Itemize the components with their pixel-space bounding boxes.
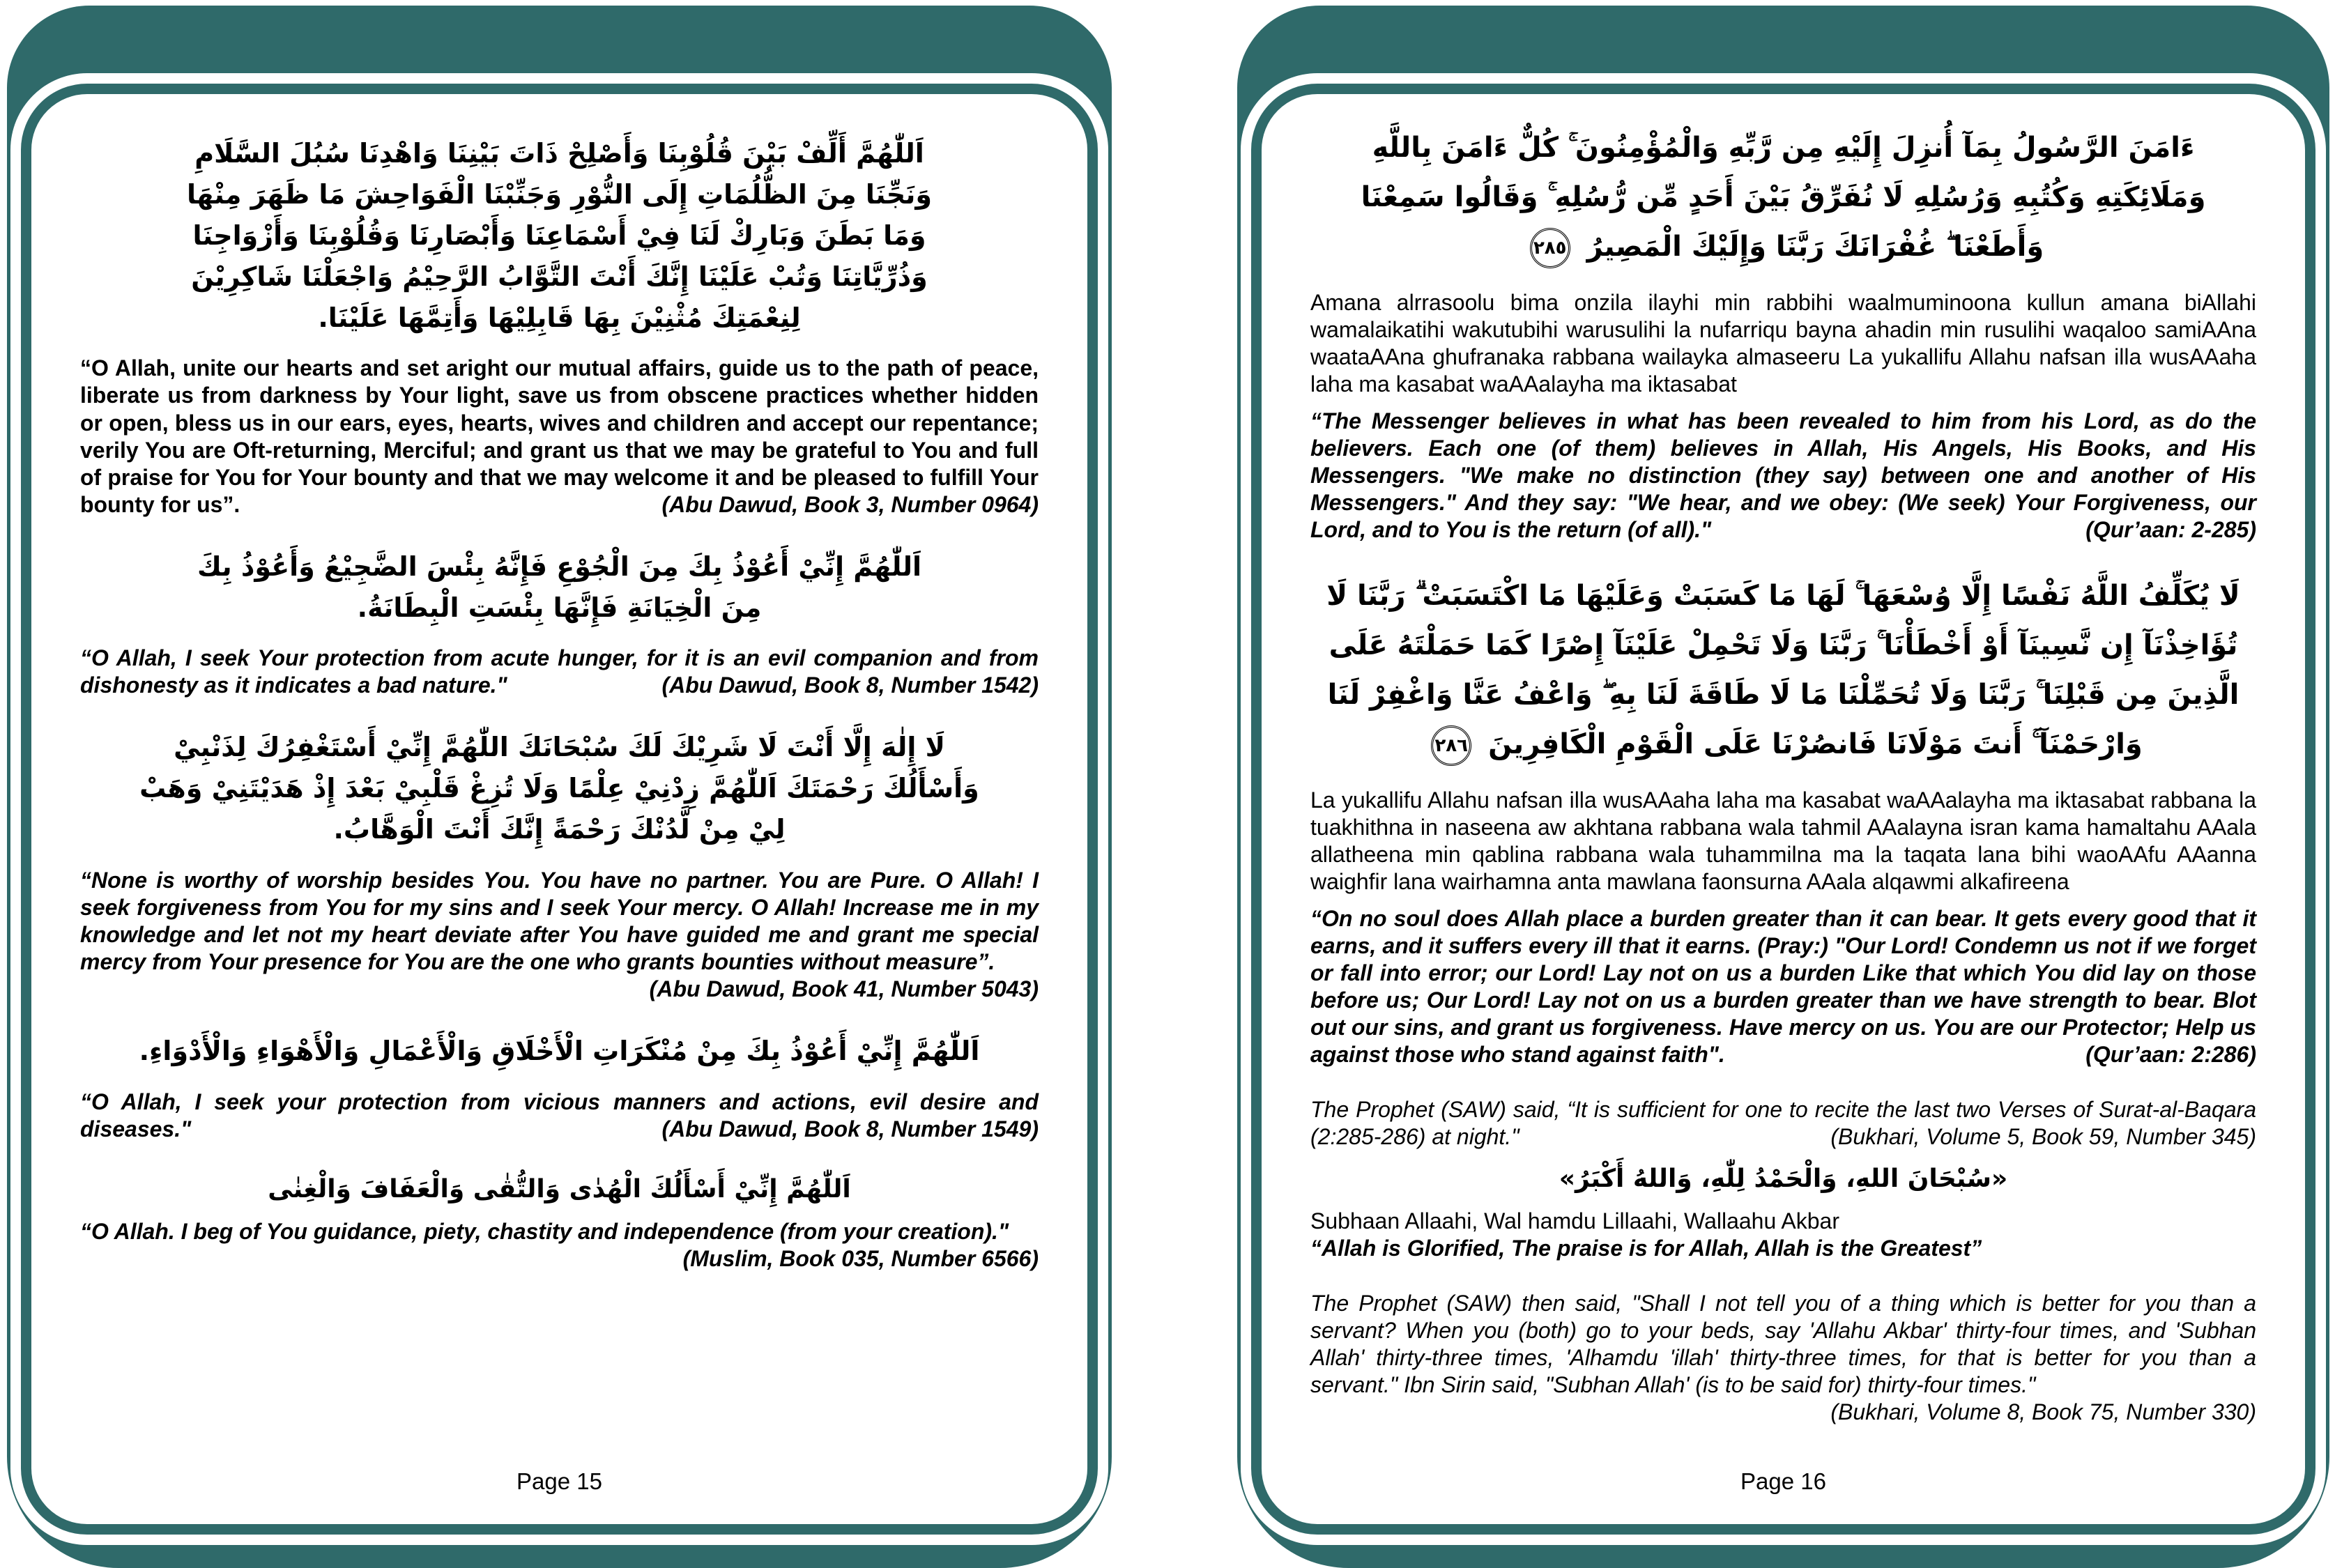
arabic-calligraphy-dua-unity: اَللّٰهُمَّ أَلِّفْ بَيْنَ قُلُوْبِنَا وَأَصْلِحْ ذَاتَ بَيْنِنَا وَاهْدِنَا سُبُلَ السَّلَامِ وَنَجِّنَا مِنَ الظُّلُمَاتِ إِلَى النُّوْرِ وَجَنِّبْنَا الْفَوَاحِشَ مَا ظَهَرَ مِنْهَا وَمَا بَطَنَ وَبَارِكْ لَنَا فِيْ أَسْمَاعِنَا وَأَبْصَارِنَا وَقُلُوْبِنَا وَأَزْوَاجِنَا وَذُرِّيَّاتِنَا وَتُبْ عَلَيْنَا إِنَّكَ أَنْتَ التَّوَّابُ الرَّحِيْمُ وَاجْعَلْنَا شَاكِرِيْنَ لِنِعْمَتِكَ مُثْنِيْنَ بِهَا قَابِلِيْهَا وَأَتِمَّهَا عَلَيْنَا. — [187, 138, 932, 333]
source-attribution: (Qur’aan: 2-285) — [2085, 516, 2256, 542]
tasbih-transliteration: Subhaan Allaahi, Wal hamdu Lillaahi, Wallaahu Akbar — [1310, 1208, 1839, 1233]
translation-text: “The Messenger believes in what has been revealed to him from his Lord, as do the believers. Each one (of them) believes in Allah, His Angels, His Books, and His Messengers. "We make no distinction (they say) between one and another of His Messengers." And they say: "We hear, and we obey: (We seek) Your Forgiveness, our Lord, and to You is the return (of all)." — [1310, 408, 2256, 542]
arabic-calligraphy-dua-forgiveness: لَا إِلٰهَ إِلَّا أَنْتَ لَا شَرِيْكَ لَكَ سُبْحَانَكَ اللّٰهُمَّ إِنِّيْ أَسْتَغْفِرُكَ لِذَنْبِيْ وَأَسْأَلُكَ رَحْمَتَكَ اَللّٰهُمَّ زِدْنِيْ عِلْمًا وَلَا تُزِغْ قَلْبِيْ بَعْدَ إِذْ هَدَيْتَنِيْ وَهَبْ لِيْ مِنْ لَّدُنْكَ رَحْمَةً إِنَّكَ أَنْتَ الْوَهَّابُ. — [139, 732, 979, 845]
dua-unity-translation — [80, 355, 1039, 518]
source-attribution: (Muslim, Book 035, Number 6566) — [682, 1246, 1039, 1272]
verse-number: ٢٨٦ — [1434, 735, 1469, 757]
source-attribution: (Qur’aan: 2:286) — [2085, 1041, 2256, 1067]
dua-manners-translation — [80, 1089, 1039, 1143]
source-attribution: (Bukhari, Volume 8, Book 75, Number 330) — [1830, 1399, 2256, 1425]
page-15-content — [31, 94, 1087, 1524]
translation-text: “O Allah, I seek your protection from vicious manners and actions, evil desire and diseases." — [80, 1089, 1039, 1142]
source-attribution: (Bukhari, Volume 5, Book 59, Number 345) — [1830, 1123, 2256, 1149]
arabic-calligraphy-dua-guidance: اَللّٰهُمَّ إِنِّيْ أَسْأَلُكَ الْهُدٰى وَالتُّقٰى وَالْعَفَافَ وَالْغِنٰى — [268, 1175, 851, 1204]
hadith-recite-verses — [1310, 1096, 2256, 1151]
verse-number-medallion — [1530, 228, 1570, 268]
dua-forgiveness-translation — [80, 867, 1039, 976]
quran-text: لَا يُكَلِّفُ اللَّهُ نَفْسًا إِلَّا وُسْعَهَا ۚ لَهَا مَا كَسَبَتْ وَعَلَيْهَا مَا اكْتَسَبَتْ ۗ رَبَّنَا لَا تُؤَاخِذْنَآ إِن نَّسِينَآ أَوْ أَخْطَأْنَا ۚ رَبَّنَا وَلَا تَحْمِلْ عَلَيْنَآ إِصْرًا كَمَا حَمَلْتَهُ عَلَى الَّذِينَ مِن قَبْلِنَا ۚ رَبَّنَا وَلَا تُحَمِّلْنَا مَا لَا طَاقَةَ لَنَا بِهِ ۖ وَاعْفُ عَنَّا وَاغْفِرْ لَنَا وَارْحَمْنَآ ۚ أَنتَ مَوْلَانَا فَانصُرْنَا عَلَى الْقَوْمِ الْكَافِرِينَ — [1326, 579, 2240, 761]
quran-text: ءَامَنَ الرَّسُولُ بِمَآ أُنزِلَ إِلَيْهِ مِن رَّبِّهِ وَالْمُؤْمِنُونَ ۚ كُلٌّ ءَامَنَ بِاللَّهِ وَمَلَائِكَتِهِ وَكُتُبِهِ وَرُسُلِهِ لَا نُفَرِّقُ بَيْنَ أَحَدٍ مِّن رُّسُلِهِ ۚ وَقَالُوا سَمِعْنَا وَأَطَعْنَا ۖ غُفْرَانَكَ رَبَّنَا وَإِلَيْكَ الْمَصِيرُ — [1361, 132, 2206, 263]
verse-number-medallion — [1431, 725, 1471, 766]
tasbih-translation: “Allah is Glorified, The praise is for Allah, Allah is the Greatest” — [1310, 1236, 1982, 1261]
transliteration-2-286: La yukallifu Allahu nafsan illa wusAAaha laha ma kasabat waAAalayha ma iktasabat rabbana la tuakhithna in naseena aw akhtana rabbana wala tahmil AAalayna isran kama hamaltahu AAala allatheena min qablina rabbana wala tuhammilna ma la taqata lana bihi waoAAfu AAanna waighfir lana wairhamna anta mawlana faonsurna AAala alqawmi alkafireena — [1310, 787, 2256, 894]
translation-2-285 — [1310, 408, 2256, 544]
hadith-tasbih-before-sleep — [1310, 1290, 2256, 1399]
page-15 — [21, 84, 1098, 1535]
page-number: Page 15 — [516, 1468, 602, 1494]
hadith-text: The Prophet (SAW) then said, "Shall I not tell you of a thing which is better for you than a servant? When you (both) go to your beds, say 'Allahu Akbar' thirty-four times, and 'Subhan Allah' thirty-three times, 'Alhamdu 'illah' thirty-three times, for that is better for you than a servant." Ibn Sirin said, "Subhan Allah' (is to be said for) thirty-four times." — [1310, 1291, 2256, 1398]
source-attribution: (Abu Dawud, Book 41, Number 5043) — [649, 976, 1039, 1002]
arabic-tasbih-line: «سُبْحَانَ اللهِ، وَالْحَمْدُ لِلّٰهِ، وَاللهُ أَكْبَرُ» — [1559, 1164, 2008, 1193]
page-16 — [1251, 84, 2315, 1535]
translation-text: “O Allah, I seek Your protection from acute hunger, for it is an evil companion and from dishonesty as it indicates a bad nature." — [80, 645, 1039, 698]
translation-text: “On no soul does Allah place a burden greater than it can bear. It gets every good that it earns, and it suffers every ill that it earns. (Pray:) "Our Lord! Condemn us not if we forget or fall into error; our Lord! Lay not on us a burden Like that which You did lay on those before us; Our Lord! Lay not on us a burden greater than we have strength to bear. Blot out our sins, and grant us forgiveness. Have mercy on us. You are our Protector; Help us against those who stand against faith". — [1310, 905, 2256, 1067]
hadith-text: The Prophet (SAW) said, “It is sufficient for one to recite the last two Verses of Surat-al-Baqara (2:285-286) at night." — [1310, 1096, 2256, 1149]
arabic-calligraphy-dua-hunger: اَللّٰهُمَّ إِنِّيْ أَعُوْذُ بِكَ مِنَ الْجُوْعِ فَإِنَّهُ بِئْسَ الضَّجِيْعُ وَأَعُوْذُ بِكَ مِنَ الْخِيَانَةِ فَإِنَّهَا بِئْسَتِ الْبِطَانَةُ. — [197, 551, 921, 623]
translation-text: “O Allah. I beg of You guidance, piety, chastity and independence (from your creation)." — [80, 1219, 1009, 1245]
quran-verse-2-286 — [1317, 571, 2251, 770]
translation-2-286 — [1310, 905, 2256, 1068]
transliteration-2-285: Amana alrrasoolu bima onzila ilayhi min rabbihi waalmuminoona kullun amana biAllahi wamalaikatihi wakutubihi warusulihi la nufarriqu bayna ahadin min rusulihi waqaloo samiAAna waataAAna ghufranaka rabbana wailayka almaseeru La yukallifu Allahu nafsan illa wusAAaha laha ma kasabat waAAalayha ma iktasabat — [1310, 289, 2256, 397]
page-16-content — [1262, 94, 2305, 1524]
source-attribution: (Abu Dawud, Book 8, Number 1549) — [661, 1116, 1039, 1142]
translation-text: “None is worthy of worship besides You. You have no partner. You are Pure. O Allah! I seek forgiveness from You for my sins and I seek Your mercy. O Allah! Increase me in my knowledge and let not my heart deviate after You have guided me and grant me special mercy from Your presence for You are the one who grants bounties without measure”. — [80, 868, 1039, 975]
dua-hunger-translation — [80, 645, 1039, 699]
verse-number: ٢٨٥ — [1533, 238, 1567, 259]
page-15-frame — [7, 6, 1112, 1568]
source-attribution: (Abu Dawud, Book 3, Number 0964) — [661, 491, 1039, 517]
quran-verse-2-285 — [1317, 123, 2251, 272]
dua-guidance-translation — [80, 1218, 1039, 1245]
translation-text: “O Allah, unite our hearts and set aright our mutual affairs, guide us to the path of peace, liberate us from darkness by Your light, save us from obscene practices whether hidden or open, bless us in our ears, eyes, hearts, wives and children and accept our repentance; verily You are Oft-returning, Merciful; and grant us that we may be grateful to You and full of praise for You for Your bounty and that we may welcome it and be pleased to fulfill Your bounty for us”. — [80, 355, 1039, 517]
page-16-frame — [1237, 6, 2329, 1568]
arabic-calligraphy-dua-manners: اَللّٰهُمَّ إِنِّيْ أَعُوْذُ بِكَ مِنْ مُنْكَرَاتِ الْأَخْلَاقِ وَالْأَعْمَالِ وَالْأَهْوَاءِ وَالْأَدْوَاءِ. — [139, 1036, 980, 1067]
page-number: Page 16 — [1740, 1468, 1826, 1494]
source-attribution: (Abu Dawud, Book 8, Number 1542) — [661, 672, 1039, 698]
